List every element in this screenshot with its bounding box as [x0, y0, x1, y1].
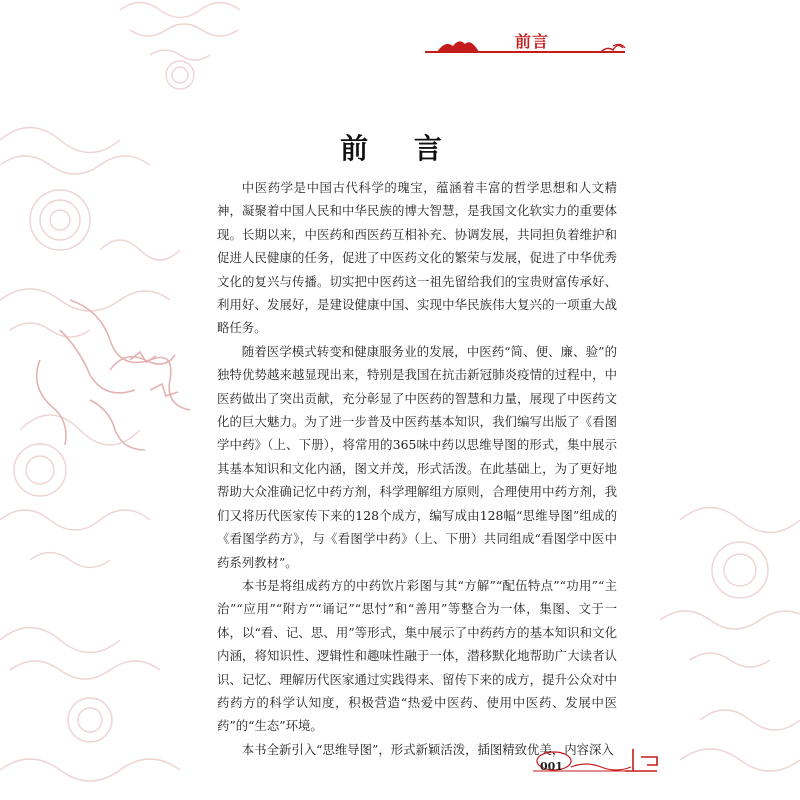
page-number: 001: [540, 760, 563, 773]
running-header-label: 前言: [515, 32, 550, 51]
paragraph: 随着医学模式转变和健康服务业的发展，中医药“简、便、廉、验”的独特优势越来越显现出来，特别是我国在抗击新冠肺炎疫情的过程中，中医药做出了突出贡献，充分彰显了中医药的智慧和力量，展现了中医药文化的巨大魅力。为了进一步普及中医药基本知识，我们编写出版了《看图学中药》（上、下册），将常用的365味中药以思维导图的形式，集中展示其基本知识和文化内涵，图文并茂，形式活泼。在此基础上，为了更好地帮助大众准确记忆中药方剂，科学理解组方原则，合理使用中药方剂，我们又将历代医家传下来的128个成方，编写成由128幅“思维导图”组成的《看图学药方》，与《看图学中药》（上、下册）共同组成“看图学中医中药系列教材”。: [217, 343, 617, 570]
page-title: 前 言: [340, 131, 460, 165]
body-text: [217, 176, 617, 761]
paragraph: 本书全新引入“思维导图”，形式新颖活泼，插图精致优美，内容深入: [241, 741, 614, 757]
paragraph: 本书是将组成药方的中药饮片彩图与其“方解”“配伍特点”“功用”“主治”“应用”“附方”“诵记”“思忖”和“善用”等整合为一体，集图、文于一体，以“看、记、思、用”等形式，集中展示了中药药方的基本知识和文化内涵，将知识性、逻辑性和趣味性融于一体，潜移默化地帮助广大读者认识、记忆、理解历代医家通过实践得来、留传下来的成方，提升公众对中药药方的科学认知度，积极营造“热爱中医药、使用中医药、发展中医药”的“生态”环境。: [217, 577, 617, 734]
paragraph: 中医药学是中国古代科学的瑰宝，蕴涵着丰富的哲学思想和人文精神，凝聚着中国人民和中华民族的博大智慧，是我国文化软实力的重要体现。长期以来，中医药和西医药互相补充、协调发展，共同担负着维护和促进人民健康的任务，促进了中医药文化的繁荣与发展，促进了中华优秀文化的复兴与传播。切实把中医药这一祖先留给我们的宝贵财富传承好、利用好、发展好，是建设健康中国、实现中华民族伟大复兴的一项重大战略任务。: [217, 180, 617, 336]
